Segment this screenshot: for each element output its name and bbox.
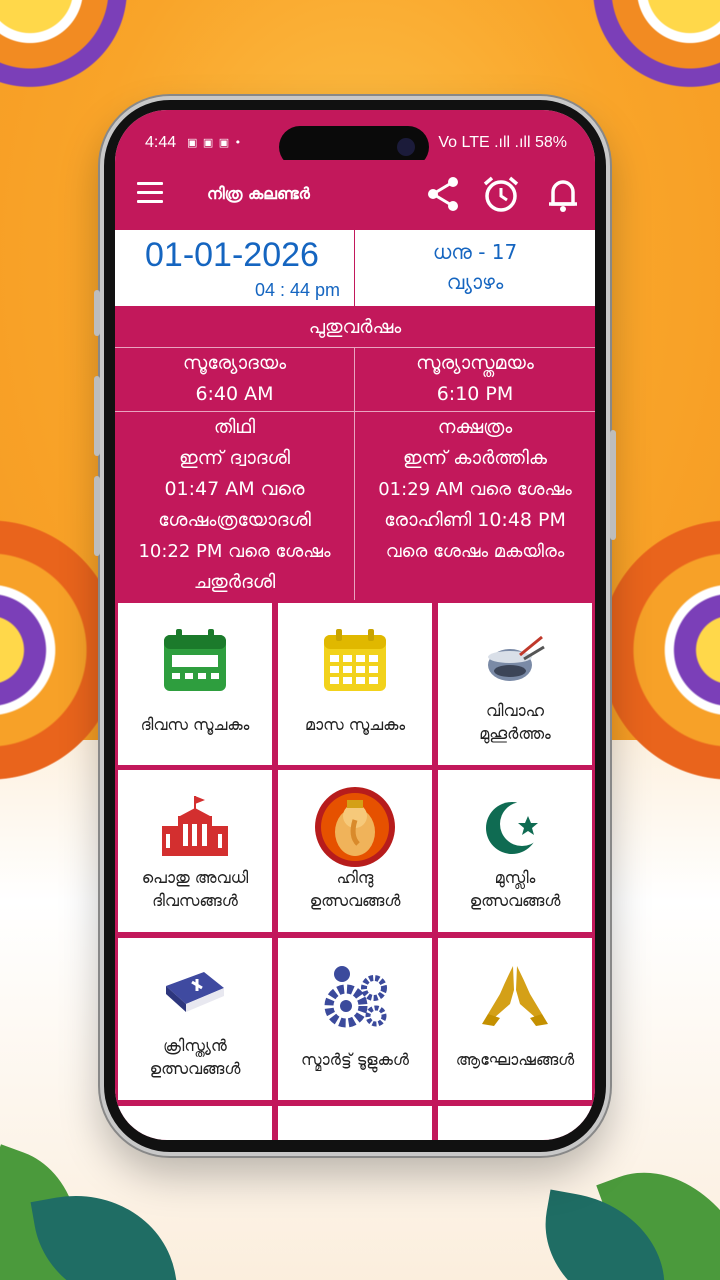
sun-times-row bbox=[115, 348, 595, 412]
alarm-icon[interactable] bbox=[481, 174, 521, 214]
building-icon bbox=[160, 792, 230, 862]
tile-month-index[interactable] bbox=[278, 603, 432, 765]
thithi-line: ഇന്ന് ദ്വാദശി bbox=[178, 447, 291, 469]
thithi-line: ചതുർദശി bbox=[193, 571, 276, 593]
tile-partial[interactable] bbox=[278, 1106, 432, 1140]
nakshatra-line: 01:29 AM വരെ ശേഷം bbox=[378, 479, 572, 500]
thithi-cell bbox=[115, 412, 355, 600]
nakshatra-cell bbox=[355, 412, 595, 600]
gregorian-date-panel bbox=[115, 230, 355, 306]
sunrise-time: 6:40 AM bbox=[195, 383, 274, 405]
app-bar bbox=[115, 160, 595, 230]
tile-label: ആഘോഷങ്ങൾ bbox=[455, 1050, 575, 1069]
tile-label: സ്മാർട്ട് ടൂളുകൾ bbox=[301, 1050, 409, 1069]
thithi-line: തിഥി bbox=[213, 416, 256, 438]
gears-icon bbox=[320, 960, 390, 1030]
sunset-label: സൂര്യാസ്തമയം bbox=[416, 352, 534, 374]
date-header bbox=[115, 230, 595, 306]
calendar-green-icon bbox=[160, 625, 230, 695]
tile-celebrations[interactable] bbox=[438, 938, 592, 1100]
thithi-nakshatra-row bbox=[115, 412, 595, 600]
status-battery-signal: Vo LTE .ıll .ıll 58% bbox=[438, 134, 567, 151]
ganesha-icon bbox=[314, 786, 396, 868]
menu-grid bbox=[115, 600, 595, 1140]
thithi-line: 01:47 AM വരെ bbox=[164, 478, 305, 500]
tile-label: മാസ സൂചകം bbox=[304, 715, 406, 734]
current-time: 04 : 44 pm bbox=[255, 280, 341, 300]
sunset-time: 6:10 PM bbox=[436, 383, 514, 405]
tile-muslim-festivals[interactable] bbox=[438, 770, 592, 932]
calendar-yellow-icon bbox=[320, 625, 390, 695]
status-time: 4:44 bbox=[145, 134, 177, 151]
sunrise-cell bbox=[115, 348, 355, 411]
occasion: പുതുവർഷം bbox=[115, 306, 595, 348]
side-button bbox=[610, 430, 616, 540]
sunrise-label: സൂര്യോദയം bbox=[182, 352, 287, 374]
status-notification-icons: ▣ ▣ ▣ • bbox=[187, 136, 243, 149]
notification-bell-icon[interactable] bbox=[543, 174, 583, 214]
tile-label: ദിവസ സൂചകം bbox=[140, 715, 250, 734]
malayalam-date: ധനു - 17 bbox=[432, 240, 518, 264]
share-icon[interactable] bbox=[423, 174, 463, 214]
nakshatra-line: വരെ ശേഷം മകയിരം bbox=[385, 541, 565, 562]
tile-label: ഹിന്ദു ഉത്സവങ്ങൾ bbox=[309, 868, 401, 910]
phone-screen bbox=[115, 110, 595, 1140]
menu-icon[interactable] bbox=[137, 182, 163, 204]
nakshatra-line: ഇന്ന് കാർത്തിക bbox=[402, 447, 548, 469]
tile-label: ക്രിസ്ത്യൻ ഉത്സവങ്ങൾ bbox=[149, 1036, 241, 1078]
nakshatra-line: രോഹിണി 10:48 PM bbox=[384, 509, 566, 531]
bible-icon bbox=[160, 960, 230, 1030]
weekday: വ്യാഴം bbox=[446, 270, 504, 294]
wedding-pot-icon bbox=[480, 625, 550, 695]
tile-public-holidays[interactable] bbox=[118, 770, 272, 932]
tile-hindu-festivals[interactable] bbox=[278, 770, 432, 932]
side-button bbox=[94, 376, 100, 456]
tile-partial[interactable] bbox=[118, 1106, 272, 1140]
tile-label: പൊതു അവധി ദിവസങ്ങൾ bbox=[141, 868, 249, 910]
tile-partial[interactable] bbox=[438, 1106, 592, 1140]
nakshatra-line: നക്ഷത്രം bbox=[437, 416, 513, 438]
crescent-star-icon bbox=[480, 792, 550, 862]
thithi-line: ശേഷംത്രയോദശി bbox=[158, 509, 311, 531]
gregorian-date[interactable]: 01-01-2026 bbox=[145, 236, 319, 274]
tile-day-index[interactable] bbox=[118, 603, 272, 765]
tile-smart-tools[interactable] bbox=[278, 938, 432, 1100]
day-info-panel bbox=[115, 306, 595, 600]
app-title: നിത്ര കലണ്ടർ bbox=[207, 184, 310, 203]
tile-label: മുസ്ലിം ഉത്സവങ്ങൾ bbox=[469, 868, 561, 910]
malayalam-date-panel bbox=[355, 230, 595, 306]
praying-hands-icon bbox=[480, 960, 550, 1030]
sunset-cell bbox=[355, 348, 595, 411]
tile-wedding-muhurtham[interactable] bbox=[438, 603, 592, 765]
side-button bbox=[94, 476, 100, 556]
side-button bbox=[94, 290, 100, 336]
camera-icon bbox=[397, 138, 415, 156]
thithi-line: 10:22 PM വരെ ശേഷം bbox=[138, 541, 331, 562]
tile-christian-festivals[interactable] bbox=[118, 938, 272, 1100]
tile-label: വിവാഹ മുഹൂർത്തം bbox=[479, 701, 551, 743]
